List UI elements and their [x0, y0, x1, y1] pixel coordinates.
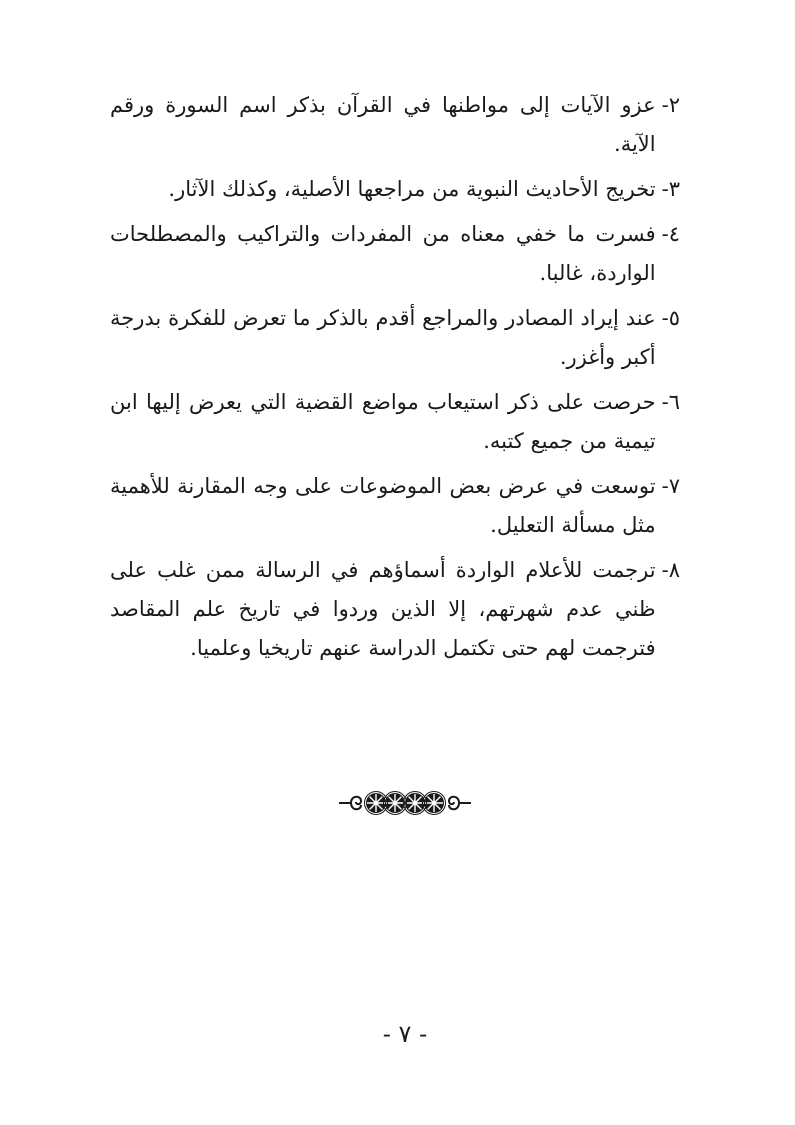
- list-item: [110, 467, 680, 545]
- list-item-number: ٤-: [661, 222, 680, 246]
- list-item: [110, 383, 680, 461]
- list-item-text: فسرت ما خفي معناه من المفردات والتراكيب والمصطلحات الواردة، غالبا.: [110, 222, 656, 285]
- page-number: - ٧ -: [382, 1020, 428, 1048]
- list-item: [110, 170, 680, 209]
- list-item: [110, 86, 680, 164]
- floral-divider-icon: [337, 788, 473, 818]
- list-item-text: عزو الآيات إلى مواطنها في القرآن بذكر اسم السورة ورقم الآية.: [110, 93, 656, 156]
- list-body: [110, 86, 680, 674]
- list-item-text: تخريج الأحاديث النبوية من مراجعها الأصلية، وكذلك الآثار.: [168, 177, 656, 201]
- list-item-number: ٥-: [661, 306, 680, 330]
- list-item-text: ترجمت للأعلام الواردة أسماؤهم في الرسالة ممن غلب على ظني عدم شهرتهم، إلا الذين وردوا في تاريخ علم المقاصد فترجمت لهم حتى تكتمل الدراسة عنهم تاريخيا وعلميا.: [110, 558, 656, 660]
- list-item-number: ٨-: [661, 558, 680, 582]
- list-item-text: عند إيراد المصادر والمراجع أقدم بالذكر ما تعرض للفكرة بدرجة أكبر وأغزر.: [110, 306, 656, 369]
- list-item-number: ٧-: [661, 474, 680, 498]
- list-item-number: ٦-: [661, 390, 680, 414]
- list-item-text: توسعت في عرض بعض الموضوعات على وجه المقارنة للأهمية مثل مسألة التعليل.: [110, 474, 656, 537]
- list-item-number: ٢-: [661, 93, 680, 117]
- list-item: [110, 299, 680, 377]
- list-item-text: حرصت على ذكر استيعاب مواضع القضية التي يعرض إليها ابن تيمية من جميع كتبه.: [110, 390, 656, 453]
- list-item: [110, 551, 680, 668]
- list-item: [110, 215, 680, 293]
- list-item-number: ٣-: [661, 177, 680, 201]
